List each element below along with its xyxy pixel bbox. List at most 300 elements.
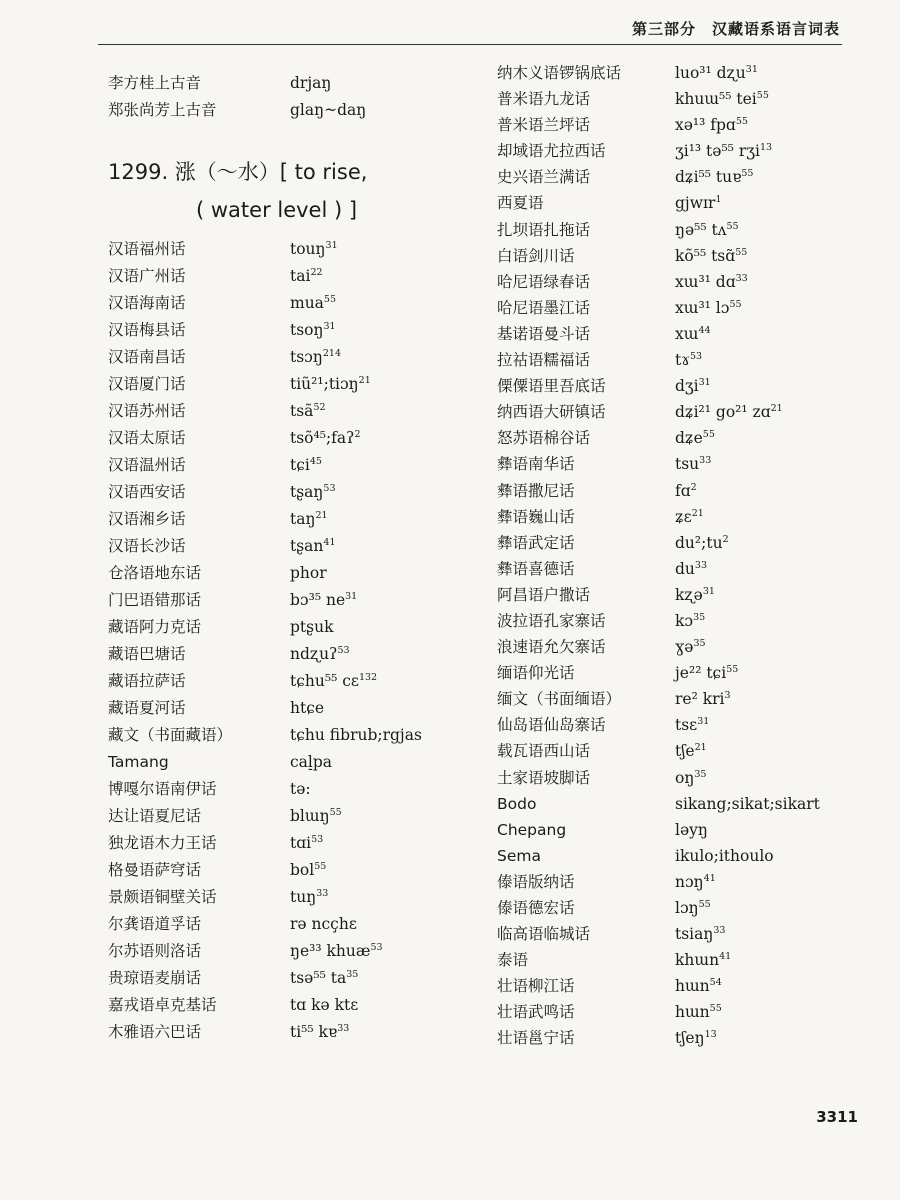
word-form bbox=[675, 817, 708, 843]
word-row bbox=[497, 843, 867, 869]
form-text: hɯn bbox=[675, 1003, 710, 1022]
word-form bbox=[675, 738, 707, 764]
word-row bbox=[497, 86, 867, 112]
word-row bbox=[108, 236, 448, 263]
form-text: dʑi²¹ go²¹ zɑ bbox=[675, 403, 771, 422]
word-row bbox=[108, 749, 448, 776]
language-name: 汉语长沙话 bbox=[108, 537, 186, 555]
form-text: tsoŋ bbox=[290, 321, 324, 339]
form-text: ʑɛ bbox=[675, 507, 692, 526]
word-form bbox=[675, 399, 783, 425]
tone-superscript: 35 bbox=[693, 611, 706, 623]
left-top-list bbox=[108, 70, 448, 124]
word-form bbox=[290, 1019, 349, 1046]
word-form bbox=[675, 869, 716, 895]
tone-superscript: 55 bbox=[709, 1003, 722, 1015]
word-form bbox=[675, 190, 721, 216]
tone-superscript: 35 bbox=[693, 637, 706, 649]
form-text: tʃeŋ bbox=[675, 1029, 705, 1048]
word-form bbox=[290, 70, 331, 97]
word-form bbox=[675, 164, 753, 190]
form-text: tsɔŋ bbox=[290, 348, 323, 366]
language-name: 汉语温州话 bbox=[108, 456, 186, 474]
form-text: phor bbox=[290, 564, 327, 582]
word-form bbox=[290, 425, 361, 452]
form-text: ɣə bbox=[675, 638, 694, 657]
form-text: blɯŋ bbox=[290, 807, 330, 825]
language-name: 普米语兰坪话 bbox=[497, 116, 591, 135]
form-text: tiũ²¹;tiɔŋ bbox=[290, 375, 359, 393]
tone-superscript: 41 bbox=[323, 536, 336, 548]
form-text: tsã bbox=[290, 402, 314, 420]
word-row bbox=[497, 530, 867, 556]
word-row bbox=[497, 556, 867, 582]
language-name: 藏文（书面藏语） bbox=[108, 726, 233, 744]
tone-superscript: 54 bbox=[709, 977, 722, 989]
tone-superscript: 52 bbox=[313, 401, 326, 413]
form-text: htɕe bbox=[290, 699, 325, 717]
tone-superscript: 55 bbox=[726, 220, 739, 232]
form-text: ʒi¹³ tə⁵⁵ rʒi bbox=[675, 142, 760, 161]
word-form bbox=[675, 582, 715, 608]
word-row bbox=[497, 738, 867, 764]
language-name: 彝语武定话 bbox=[497, 533, 575, 552]
tone-superscript: 53 bbox=[311, 833, 324, 845]
language-name: 波拉语孔家寨话 bbox=[497, 611, 606, 630]
word-form bbox=[675, 60, 758, 86]
form-text: tɑi bbox=[290, 834, 312, 852]
tone-superscript: 132 bbox=[358, 671, 378, 683]
language-name: 汉语太原话 bbox=[108, 429, 186, 447]
language-name: 彝语巍山话 bbox=[497, 507, 575, 526]
word-row bbox=[497, 425, 867, 451]
tone-superscript: 2 bbox=[354, 428, 361, 440]
tone-superscript: 35 bbox=[694, 768, 707, 780]
tone-superscript: 21 bbox=[694, 742, 707, 754]
word-form bbox=[290, 884, 328, 911]
language-name: 纳木义语锣锅底话 bbox=[497, 64, 622, 82]
word-row bbox=[497, 712, 867, 738]
word-form bbox=[675, 660, 738, 686]
page-number: 3311 bbox=[816, 1108, 858, 1126]
form-text: sikang;sikat;sikart bbox=[675, 794, 820, 813]
language-name: 嘉戎语卓克基话 bbox=[108, 996, 217, 1014]
tone-superscript: 35 bbox=[346, 968, 359, 980]
form-text: xɯ³¹ dɑ bbox=[675, 272, 736, 291]
word-row bbox=[108, 830, 448, 857]
language-name: 傣语德宏话 bbox=[497, 899, 575, 917]
word-row bbox=[108, 97, 448, 124]
word-row bbox=[108, 884, 448, 911]
form-text: kɔ bbox=[675, 611, 694, 630]
word-row bbox=[108, 317, 448, 344]
word-form bbox=[290, 641, 350, 668]
tone-superscript: 31 bbox=[323, 320, 336, 332]
tone-superscript: 21 bbox=[770, 403, 783, 415]
language-name: 彝语喜德话 bbox=[497, 559, 575, 578]
word-row bbox=[108, 614, 448, 641]
word-row bbox=[108, 263, 448, 290]
language-name: 汉语苏州话 bbox=[108, 402, 186, 420]
word-row bbox=[108, 533, 448, 560]
word-row bbox=[108, 70, 448, 97]
language-name: 郑张尚芳上古音 bbox=[108, 101, 217, 119]
form-text: dʑe bbox=[675, 429, 703, 448]
word-form bbox=[675, 86, 769, 112]
word-row bbox=[108, 1019, 448, 1046]
word-row bbox=[108, 776, 448, 803]
language-name: 彝语撒尼话 bbox=[497, 481, 575, 500]
language-name: 尔龚语道孚话 bbox=[108, 915, 202, 933]
word-form bbox=[290, 587, 357, 614]
language-name: Chepang bbox=[497, 820, 567, 839]
form-text: hɯn bbox=[675, 977, 710, 996]
left-column bbox=[108, 70, 448, 1046]
word-row bbox=[497, 504, 867, 530]
word-form bbox=[290, 398, 326, 425]
tone-superscript: 31 bbox=[697, 716, 710, 728]
entry-subtitle: ( water level ) ] bbox=[196, 198, 358, 222]
word-row bbox=[497, 869, 867, 895]
language-name: 土家语坡脚话 bbox=[497, 768, 591, 787]
tone-superscript: 22 bbox=[310, 266, 323, 278]
word-row bbox=[497, 321, 867, 347]
tone-superscript: 2 bbox=[722, 533, 729, 545]
word-row bbox=[108, 398, 448, 425]
tone-superscript: 33 bbox=[694, 559, 707, 571]
form-text: tsõ⁴⁵;faʔ bbox=[290, 429, 355, 447]
word-form bbox=[675, 269, 748, 295]
word-form bbox=[675, 112, 748, 138]
form-text: tsu bbox=[675, 455, 700, 474]
word-form bbox=[675, 921, 725, 947]
word-row bbox=[497, 347, 867, 373]
tone-superscript: 21 bbox=[358, 374, 371, 386]
form-text: xɯ bbox=[675, 324, 699, 343]
word-form bbox=[290, 911, 357, 938]
word-row bbox=[497, 269, 867, 295]
tone-superscript: 21 bbox=[315, 509, 328, 521]
form-text: oŋ bbox=[675, 768, 695, 787]
word-form bbox=[675, 973, 722, 999]
word-row bbox=[108, 560, 448, 587]
language-name: 贵琼语麦崩话 bbox=[108, 969, 202, 987]
left-word-list bbox=[108, 236, 448, 1046]
tone-superscript: 53 bbox=[323, 482, 336, 494]
form-text: ləyŋ bbox=[675, 820, 708, 839]
language-name: 格曼语萨穹话 bbox=[108, 861, 202, 879]
language-name: 傣语版纳话 bbox=[497, 872, 575, 891]
language-name: 纳西语大研镇话 bbox=[497, 403, 606, 422]
word-form bbox=[675, 999, 722, 1025]
tone-superscript: 55 bbox=[741, 168, 754, 180]
word-row bbox=[108, 695, 448, 722]
word-row bbox=[108, 425, 448, 452]
word-row bbox=[497, 582, 867, 608]
tone-superscript: 13 bbox=[704, 1029, 717, 1041]
word-form bbox=[675, 295, 742, 321]
form-text: mua bbox=[290, 294, 324, 312]
word-form bbox=[290, 560, 327, 587]
language-name: 壮语武鸣话 bbox=[497, 1003, 575, 1022]
language-name: 藏语拉萨话 bbox=[108, 672, 186, 690]
word-row bbox=[108, 965, 448, 992]
tone-superscript: 55 bbox=[323, 293, 337, 305]
language-name: 汉语南昌话 bbox=[108, 348, 186, 366]
tone-superscript: 55 bbox=[735, 246, 748, 258]
word-row bbox=[497, 373, 867, 399]
language-name: 载瓦语西山话 bbox=[497, 742, 591, 761]
word-row bbox=[108, 506, 448, 533]
language-name: 博嘎尔语南伊话 bbox=[108, 780, 217, 798]
word-row bbox=[497, 973, 867, 999]
language-name: 汉语西安话 bbox=[108, 483, 186, 501]
form-text: lɔŋ bbox=[675, 899, 699, 917]
tone-superscript: 55 bbox=[702, 429, 715, 441]
form-text: du²;tu bbox=[675, 533, 723, 552]
word-form bbox=[675, 373, 711, 399]
form-text: kʐə bbox=[675, 585, 703, 604]
word-row bbox=[497, 660, 867, 686]
word-form bbox=[675, 425, 715, 451]
word-row bbox=[108, 371, 448, 398]
form-text: luo³¹ dʐu bbox=[675, 64, 746, 82]
language-name: 藏语夏河话 bbox=[108, 699, 186, 717]
word-form bbox=[290, 506, 328, 533]
language-name: 扎坝语扎拖话 bbox=[497, 220, 591, 239]
form-text: dʑi⁵⁵ tuɐ bbox=[675, 168, 742, 187]
word-form bbox=[675, 478, 697, 504]
language-name: 阿昌语户撒话 bbox=[497, 585, 591, 604]
word-form bbox=[675, 530, 729, 556]
word-form bbox=[675, 634, 706, 660]
tone-superscript: 41 bbox=[703, 872, 716, 884]
tone-superscript: 44 bbox=[698, 324, 711, 336]
word-row bbox=[497, 217, 867, 243]
word-form bbox=[675, 608, 705, 634]
word-row bbox=[497, 138, 867, 164]
right-word-list bbox=[497, 60, 867, 1052]
language-name: 藏语阿力克话 bbox=[108, 618, 202, 636]
word-form bbox=[675, 843, 774, 869]
tone-superscript: 33 bbox=[337, 1022, 350, 1034]
word-row bbox=[497, 608, 867, 634]
form-text: ti⁵⁵ kɐ bbox=[290, 1023, 338, 1041]
language-name: 基诺语曼斗话 bbox=[497, 324, 591, 343]
language-name: 汉语湘乡话 bbox=[108, 510, 186, 528]
tone-superscript: 33 bbox=[699, 455, 712, 467]
tone-superscript: 31 bbox=[698, 376, 711, 388]
word-form bbox=[675, 217, 739, 243]
form-text: ikulo;ithoulo bbox=[675, 846, 774, 865]
word-form bbox=[290, 371, 371, 398]
language-name: 傈僳语里吾底话 bbox=[497, 377, 606, 396]
tone-superscript: 55 bbox=[756, 89, 769, 101]
form-text: tɕhu⁵⁵ cɛ bbox=[290, 672, 359, 690]
language-name: 壮语柳江话 bbox=[497, 977, 575, 996]
right-column bbox=[497, 60, 867, 1052]
word-form bbox=[675, 712, 709, 738]
word-form bbox=[675, 243, 747, 269]
word-form bbox=[290, 749, 332, 776]
language-name: 门巴语错那话 bbox=[108, 591, 202, 609]
word-form bbox=[290, 533, 336, 560]
tone-superscript: 55 bbox=[698, 898, 711, 910]
form-text: xə¹³ fpɑ bbox=[675, 116, 736, 135]
language-name: 哈尼语绿春话 bbox=[497, 272, 591, 291]
tone-superscript: 53 bbox=[337, 644, 350, 656]
tone-superscript: 13 bbox=[759, 142, 773, 154]
form-text: tɕi bbox=[290, 456, 310, 474]
tone-superscript: 31 bbox=[345, 590, 358, 602]
tone-superscript: 55 bbox=[329, 806, 342, 818]
tone-superscript: 33 bbox=[316, 887, 329, 899]
word-form bbox=[290, 695, 324, 722]
word-form bbox=[675, 791, 820, 817]
tone-superscript: 55 bbox=[726, 664, 739, 675]
word-row bbox=[497, 190, 867, 216]
form-text: tuŋ bbox=[290, 888, 317, 906]
word-form bbox=[290, 938, 383, 965]
form-text: fɑ bbox=[675, 481, 691, 500]
word-row bbox=[497, 295, 867, 321]
word-row bbox=[108, 857, 448, 884]
language-name: 仙岛语仙岛寨话 bbox=[497, 716, 606, 735]
word-row bbox=[108, 452, 448, 479]
word-form bbox=[290, 722, 422, 749]
form-text: cal̠pa bbox=[290, 753, 333, 771]
word-form bbox=[290, 776, 311, 803]
word-form bbox=[290, 344, 341, 371]
form-text: tɑ kə ktɛ bbox=[290, 996, 359, 1014]
word-row bbox=[497, 478, 867, 504]
language-name: 汉语厦门话 bbox=[108, 375, 186, 393]
word-row bbox=[108, 938, 448, 965]
form-text: tʂaŋ bbox=[290, 483, 324, 501]
word-form bbox=[290, 803, 342, 830]
word-form bbox=[290, 965, 358, 992]
word-form bbox=[290, 830, 323, 857]
language-name: Tamang bbox=[108, 753, 169, 771]
language-name: 景颇语铜壁关话 bbox=[108, 888, 217, 906]
word-row bbox=[497, 634, 867, 660]
word-form bbox=[290, 857, 326, 884]
word-form bbox=[675, 765, 706, 791]
word-form bbox=[675, 451, 711, 477]
form-text: dʒi bbox=[675, 377, 699, 396]
form-text: tə: bbox=[290, 780, 311, 798]
word-row bbox=[497, 243, 867, 269]
tone-superscript: 53 bbox=[370, 941, 383, 953]
tone-superscript: 33 bbox=[735, 272, 748, 284]
language-name: 汉语海南话 bbox=[108, 294, 186, 312]
word-row bbox=[497, 686, 867, 712]
tone-superscript: 214 bbox=[322, 347, 341, 359]
language-name: 西夏语 bbox=[497, 194, 544, 213]
word-form bbox=[675, 947, 731, 973]
form-text: xɯ³¹ lɔ bbox=[675, 298, 730, 317]
word-row bbox=[108, 344, 448, 371]
word-form bbox=[290, 479, 336, 506]
language-name: 藏语巴塘话 bbox=[108, 645, 186, 663]
word-form bbox=[290, 452, 322, 479]
language-name: Bodo bbox=[497, 794, 537, 813]
word-row bbox=[497, 817, 867, 843]
form-text: khɯn bbox=[675, 951, 720, 970]
language-name: 汉语广州话 bbox=[108, 267, 186, 285]
language-name: 达让语夏尼话 bbox=[108, 807, 202, 825]
language-name: 史兴语兰满话 bbox=[497, 168, 591, 187]
word-row bbox=[497, 399, 867, 425]
form-text: gjwɪr bbox=[675, 194, 716, 213]
tone-superscript: 3 bbox=[724, 690, 731, 702]
word-row bbox=[108, 668, 448, 695]
word-form bbox=[675, 686, 731, 712]
tone-superscript: 31 bbox=[702, 585, 715, 597]
word-form bbox=[675, 138, 772, 164]
word-row bbox=[497, 791, 867, 817]
language-name: 泰语 bbox=[497, 951, 529, 970]
form-text: kõ⁵⁵ tsɑ̃ bbox=[675, 246, 736, 265]
word-row bbox=[497, 895, 867, 921]
form-text: ndʐuʔ bbox=[290, 645, 338, 663]
form-text: khuɯ⁵⁵ tei bbox=[675, 90, 757, 109]
form-text: bol bbox=[290, 861, 315, 879]
entry-title: 1299. 涨（～水）[ to rise, bbox=[108, 160, 368, 184]
word-form bbox=[290, 290, 336, 317]
language-name: 汉语梅县话 bbox=[108, 321, 186, 339]
word-row bbox=[497, 164, 867, 190]
word-row bbox=[108, 911, 448, 938]
tone-superscript: 1 bbox=[715, 194, 722, 206]
form-text: drjaŋ bbox=[290, 74, 332, 92]
header-title: 第三部分 汉藏语系语言词表 bbox=[631, 20, 840, 38]
language-name: 缅语仰光话 bbox=[497, 664, 575, 683]
language-name: 仓洛语地东话 bbox=[108, 564, 202, 582]
form-text: ptʂuk bbox=[290, 618, 334, 636]
form-text: je²² tɕi bbox=[675, 664, 727, 683]
language-name: 浪速语允欠寨话 bbox=[497, 638, 606, 657]
language-name: 独龙语木力王话 bbox=[108, 834, 217, 852]
form-text: tai bbox=[290, 267, 311, 285]
language-name: 怒苏语棉谷话 bbox=[497, 429, 591, 448]
word-row bbox=[497, 947, 867, 973]
language-name: 彝语南华话 bbox=[497, 455, 575, 474]
language-name: 临高语临城话 bbox=[497, 925, 591, 944]
language-name: Sema bbox=[497, 846, 541, 865]
form-text: du bbox=[675, 559, 695, 578]
language-name: 白语剑川话 bbox=[497, 246, 575, 265]
form-text: ŋe³³ khuæ bbox=[290, 942, 371, 960]
form-text: tsɛ bbox=[675, 716, 698, 735]
tone-superscript: 31 bbox=[325, 239, 338, 251]
word-form bbox=[675, 321, 711, 347]
form-text: touŋ bbox=[290, 240, 326, 258]
language-name: 却域语尤拉西话 bbox=[497, 142, 606, 161]
word-form bbox=[290, 317, 336, 344]
word-row bbox=[497, 451, 867, 477]
word-form bbox=[290, 236, 338, 263]
word-form bbox=[290, 614, 333, 641]
tone-superscript: 31 bbox=[745, 63, 758, 75]
word-row bbox=[497, 999, 867, 1025]
word-form bbox=[290, 263, 323, 290]
word-row bbox=[497, 112, 867, 138]
tone-superscript: 55 bbox=[729, 298, 742, 310]
form-text: tɤ bbox=[675, 351, 690, 370]
tone-superscript: 33 bbox=[713, 924, 726, 936]
form-text: rə ncçhɛ bbox=[290, 915, 357, 933]
